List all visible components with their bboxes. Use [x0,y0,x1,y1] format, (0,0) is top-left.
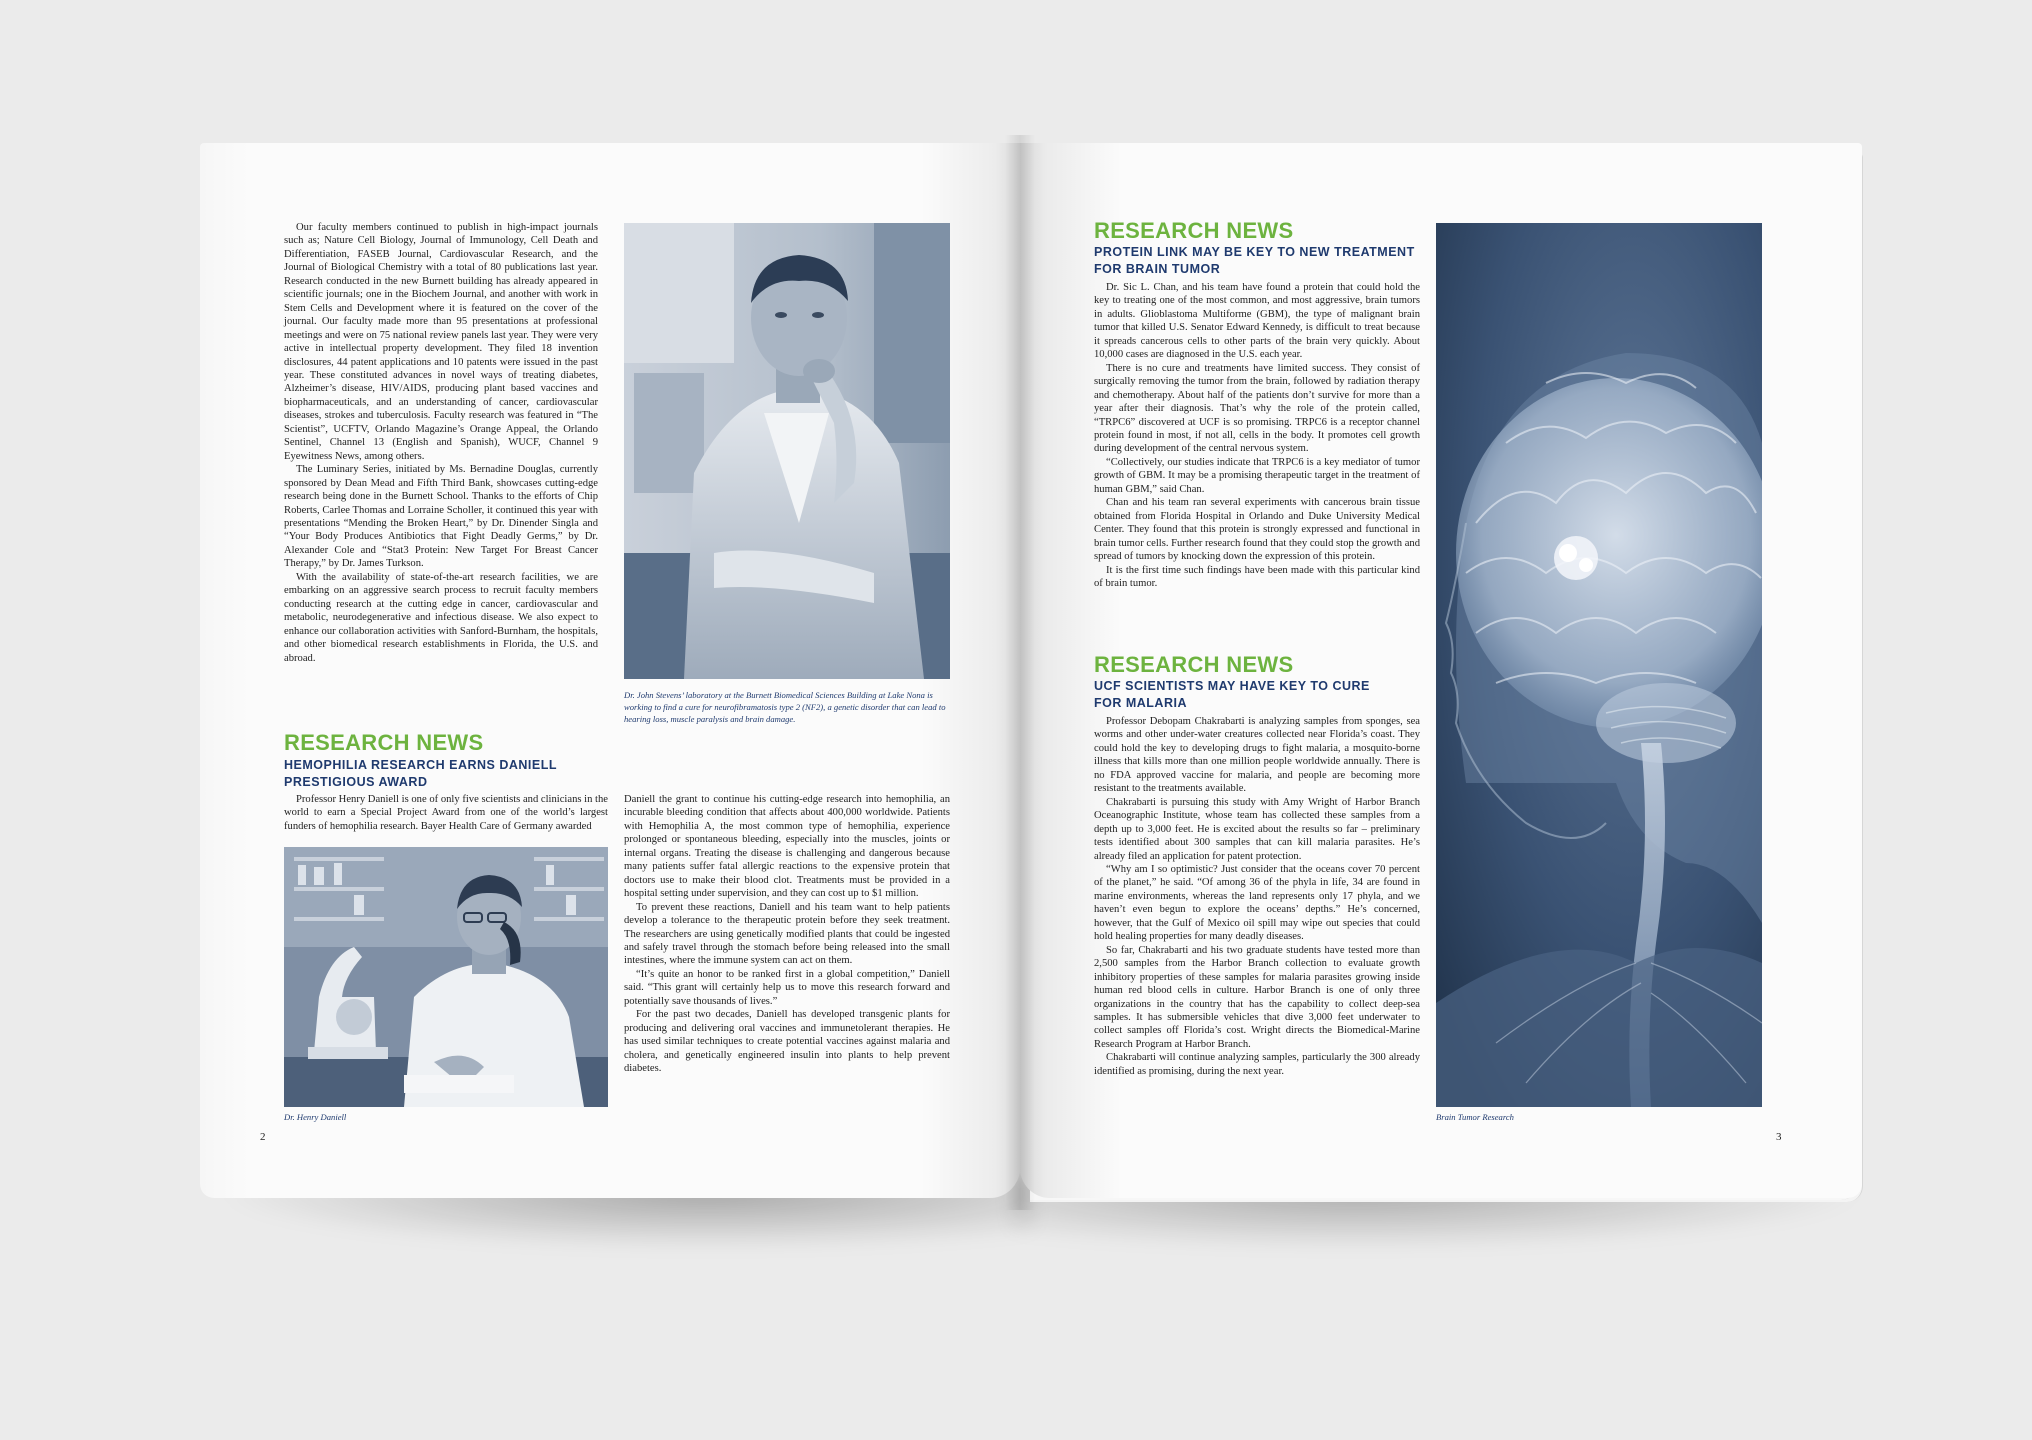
hemophilia-paragraph: To prevent these reactions, Daniell and his team want to help patients develop a tolerance to the therapeutic protein before they seek treatment. The researchers are using genetically modified plants that could be ingested and safely travel through the stomach before being released into the small intestines, where the immune system can act on them. [624,901,950,967]
brain-paragraph: Chan and his team ran several experiments with cancerous brain tissue obtained from Florida Hospital in Orlando and Duke University Medical Center. They found that this protein is strongly expressed and functional in brain tumor cells. Further research found that they could stop the growth and spread of tumors by knocking down the expression of this protein. [1094,497,1420,563]
intro-paragraph: Our faculty members continued to publish in high-impact journals such as; Nature Cell Biology, Journal of Immunology, Cell Death and Differentiation, FASEB Journal, Cardiovascular Research, and the Journal of Biological Chemistry with a total of 80 publications last year. Research conducted in the new Burnett building has already appeared in scientific journals; one in the Biochem Journal, and another with work in Stem Cells and Development where it is featured on the cover of the journal. Our faculty made more than 95 presentations at professional meetings and were on 75 national review panels last year. They were very active in intellectual property development. They filed 18 invention disclosures, 44 patent applications and 10 patents were issued in the past year. These constituted advances in novel ways of treating diabetes, Alzheimer’s disease, HIV/AIDS, producing plant based vaccines and biopharmaceuticals, and an understanding of cancer, cardiovascular diseases, strokes and tuberculosis. Faculty research was featured in “The Scientist”, UCFTV, Orlando Magazine’s Orange Appeal, the Orlando Sentinel, Channel 13 (English and Spanish), WUCF, Channel 9 Eyewitness News, among others. [284,222,598,462]
page-number: 2 [260,1131,266,1143]
intro-column [284,221,598,665]
brain-paragraph: It is the first time such findings have been made with this particular kind of brain tumor. [1094,564,1420,589]
hemophilia-column [624,793,950,1076]
intro-paragraph: The Luminary Series, initiated by Ms. Bernadine Douglas, currently sponsored by Dean Mead and Fifth Third Bank, showcases cutting-edge research being done in the Burnett School. Thanks to the efforts of Chip Roberts, Carlee Thomas and Lorraine Scholler, it continued this year with presentations “Mending the Broken Heart,” by Dr. Dinender Singla and “Your Body Produces Antibiotics that Fight Deadly Germs,” by Dr. Alexander Cole and “Stat3 Protein: New Target For Breast Cancer Therapy,” by Dr. James Turkson. [284,464,598,570]
malaria-column [1094,715,1420,1078]
hemophilia-paragraph: For the past two decades, Daniell has developed transgenic plants for producing and delivering oral vaccines and immunetolerant therapies. He has used similar techniques to create potential vaccines against malaria and cholera, and genetically engineered insulin into plants to help prevent diabetes. [624,1009,950,1075]
image-caption-brain: Brain Tumor Research [1436,1112,1514,1122]
malaria-paragraph: Chakrabarti is pursuing this study with Amy Wright of Harbor Branch Oceanographic Institute, whose team has collected these samples from a depth up to 3,000 feet. He is excited about the results so far – preliminary tests identified about 300 samples that can kill malaria parasites. He’s already filed an application for patent protection. [1094,796,1420,862]
malaria-paragraph: Professor Debopam Chakrabarti is analyzing samples from sponges, sea worms and other under-water creatures collected near Florida’s coast. They could hold the key to developing drugs to fight malaria, a mosquito-borne illness that kills more than one million people worldwide annually. There is no FDA approved vaccine for malaria, and people are becoming more resistant to the treatments available. [1094,716,1420,795]
photo-caption-stevens: Dr. John Stevens’ laboratory at the Burnett Biomedical Sciences Building at Lake Nona is working to find a cure for neurofibramatosis type 2 (NF2), a genetic disorder that can lead to hearing loss, muscle paralysis and brain damage. [624,690,946,724]
brain-tumor-image [1436,223,1762,1107]
headline-brain-line2: FOR BRAIN TUMOR [1094,262,1221,276]
headline-malaria-line1: UCF SCIENTISTS MAY HAVE KEY TO CURE [1094,679,1370,693]
lab-photo-stevens [624,223,950,679]
malaria-paragraph: “Why am I so optimistic? Just consider that the oceans cover 70 percent of the planet,” he said. “Of among 36 of the phyla in life, 34 are found in marine environments, whereas the land represents only 17 phyla, and we haven’t even begun to explore the oceans’ depths.” He’s concerned, however, that the Gulf of Mexico oil spill may wipe out species that could hold healing properties for many deadly diseases. [1094,863,1420,943]
hemophilia-lead-paragraph: Professor Henry Daniell is one of only five scientists and clinicians in the world to earn a Special Project Award from one of the world’s largest funders of hemophilia research. Bayer Health Care of Germany awarded [284,794,608,832]
photo-caption-daniell: Dr. Henry Daniell [284,1112,347,1122]
right-page [1020,143,1862,1198]
headline-hemophilia-line2: PRESTIGIOUS AWARD [284,775,428,789]
headline-brain-line1: PROTEIN LINK MAY BE KEY TO NEW TREATMENT [1094,245,1415,259]
brain-paragraph: Dr. Sic L. Chan, and his team have found a protein that could hold the key to treating one of the most common, and most aggressive, brain tumors in adults. Glioblastoma Multiforme (GBM), the type of malignant brain tumor that killed U.S. Senator Edward Kennedy, is difficult to treat because it spreads cancerous cells to other parts of the brain very quickly. About 10,000 cases are diagnosed in the U.S. each year. [1094,282,1420,361]
hemophilia-paragraph: “It’s quite an honor to be ranked first in a global competition,” Daniell said. “This grant will certainly help us to move this research forward and potentially save thousands of lives.” [624,968,950,1007]
lab-photo-daniell [284,847,608,1107]
left-page [200,143,1020,1198]
hemophilia-lead [284,793,608,833]
malaria-paragraph: So far, Chakrabarti and his two graduate students have tested more than 2,500 samples from the Harbor Branch collection to evaluate growth inhibitory properties of these samples for malaria parasites growing inside human red blood cells in culture. Harbor Branch is one of only three organizations in the country that has the capability to collect deep-sea samples. It has submersible vehicles that dive 3,000 feet underwater to collect samples off Florida’s cost. Wright directs the Biomedical-Marine Research Program at Harbor Branch. [1094,944,1420,1050]
malaria-paragraph: Chakrabarti will continue analyzing samples, particularly the 300 already identified as promising, during the next year. [1094,1052,1420,1077]
brain-paragraph: There is no cure and treatments have limited success. They consist of surgically removing the tumor from the brain, followed by radiation therapy and chemotherapy. About half of the patients don’t survive for more than a year after their diagnosis. That’s why the role of the protein called, “TRPC6” discovered at UCF is so promising. TRPC6 is a receptor channel protein found in most, if not all, cells in the body. It promotes cell growth during development of the central nervous system. [1094,362,1420,455]
page-number: 3 [1776,1131,1782,1143]
headline-hemophilia-line1: HEMOPHILIA RESEARCH EARNS DANIELL [284,758,557,772]
section-label-research-news: RESEARCH NEWS [284,730,484,755]
section-label-research-news: RESEARCH NEWS [1094,652,1294,677]
brain-tumor-column [1094,281,1420,590]
hemophilia-paragraph: Daniell the grant to continue his cutting-edge research into hemophilia, an incurable bleeding condition that affects about 400,000 worldwide. Patients with Hemophilia A, the most common type of hemophilia, experience prolonged or spontaneous bleeding, especially into the muscles, joints or internal organs. Treating the disease is challenging and dangerous because many patients suffer fatal allergic reactions to the expensive protein that doctors use to make their blood clot. Treatments must be provided in a hospital setting under supervision, and they can cost up to $1 million. [624,794,950,900]
headline-malaria-line2: FOR MALARIA [1094,696,1187,710]
intro-paragraph: With the availability of state-of-the-art research facilities, we are embarking on an aggressive search process to recruit faculty members conducting research at the cutting edge in cancer, cardiovascular and metabolic, neurodegenerative and infectious disease. We also expect to enhance our collaboration activities with Sanford-Burnham, the hospitals, and other biomedical research establishments in Florida, the U.S. and abroad. [284,571,598,664]
spine-gutter [1005,135,1035,1210]
section-label-research-news: RESEARCH NEWS [1094,218,1294,243]
brain-paragraph: “Collectively, our studies indicate that TRPC6 is a key mediator of tumor growth of GBM. It may be a promising therapeutic target in the treatment of human GBM,” said Chan. [1094,456,1420,495]
